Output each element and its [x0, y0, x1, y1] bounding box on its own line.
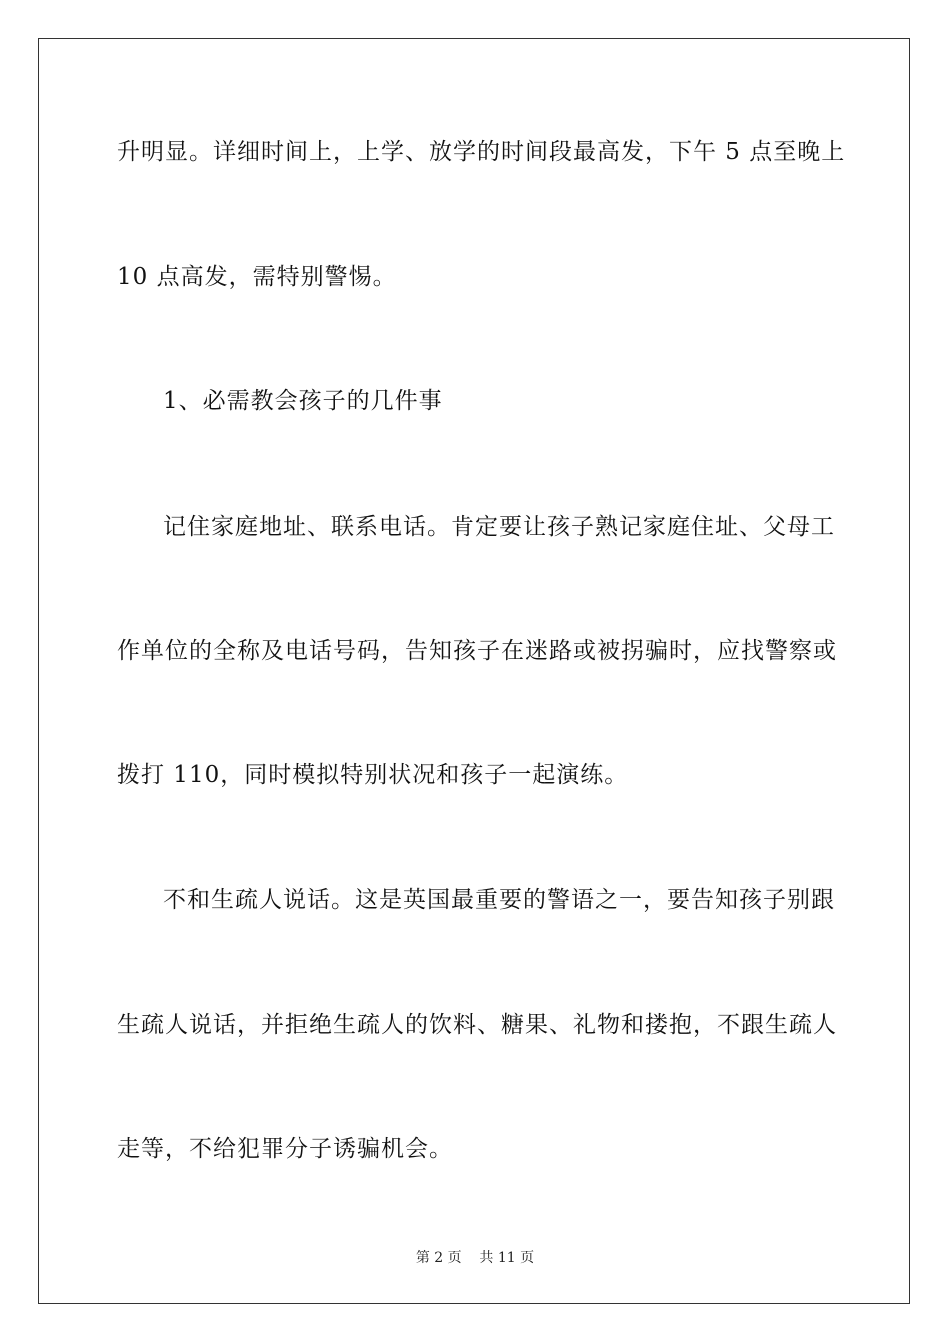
paragraph-line: 10 点高发，需特别警惕。 [117, 264, 397, 290]
paragraph-line: 走等，不给犯罪分子诱骗机会。 [117, 1136, 453, 1162]
paragraph-line: 记住家庭地址、联系电话。肯定要让孩子熟记家庭住址、父母工 [163, 514, 835, 540]
paragraph-line: 不和生疏人说话。这是英国最重要的警语之一，要告知孩子别跟 [163, 887, 835, 913]
paragraph-line: 拨打 110，同时模拟特别状况和孩子一起演练。 [117, 762, 629, 788]
paragraph-line: 生疏人说话，并拒绝生疏人的饮料、糖果、礼物和搂抱，不跟生疏人 [117, 1012, 837, 1038]
page-number-footer: 第 2 页 共 11 页 [415, 1250, 535, 1266]
paragraph-line: 升明显。详细时间上，上学、放学的时间段最高发，下午 5 点至晚上 [117, 139, 846, 165]
paragraph-line: 作单位的全称及电话号码，告知孩子在迷路或被拐骗时，应找警察或 [117, 638, 837, 664]
section-heading: 1、必需教会孩子的几件事 [163, 388, 443, 414]
page-border [38, 38, 910, 1304]
